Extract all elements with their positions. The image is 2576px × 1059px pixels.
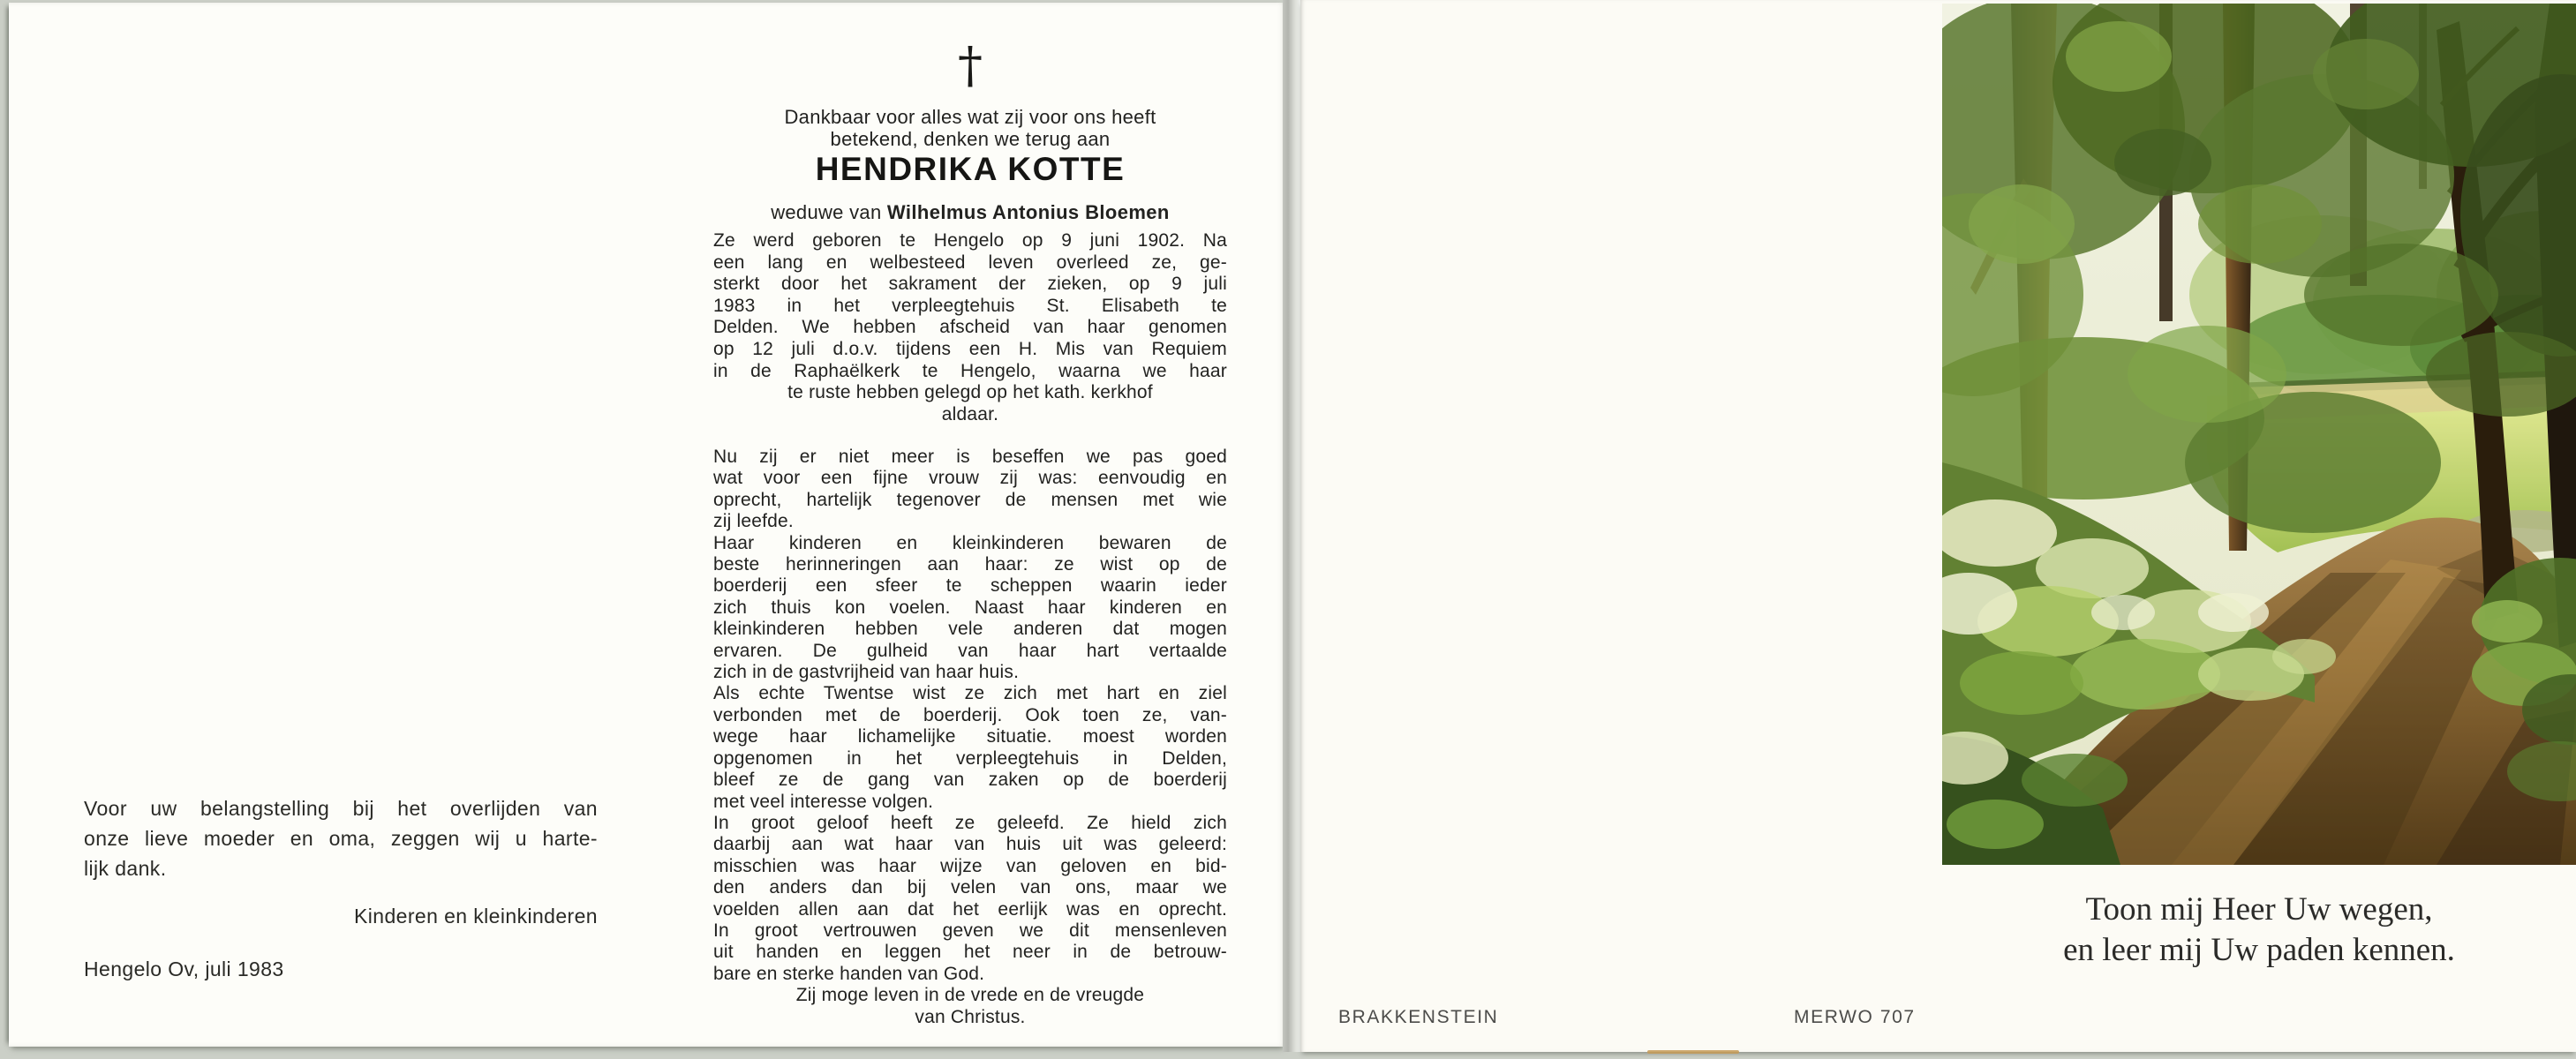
thanks-text	[84, 793, 598, 984]
signature-line: Kinderen en kleinkinderen	[354, 905, 598, 928]
widow-prefix: weduwe van	[771, 201, 887, 223]
deceased-name: HENDRIKA KOTTE	[815, 151, 1126, 187]
thanks-lines: Voor uw belangstelling bij het overlijden van onze lieve moeder en oma, zeggen wij u harte- lijk dank.	[84, 797, 598, 880]
biography-paragraph-1: Ze werd geboren te Hengelo op 9 juni 1902. Na een lang en welbesteed leven overleed ze, ge- sterkt door het sakrament der zieken, op 9 juli 1983 in het verpleegtehuis St. Elisabeth te Delden. We hebben afscheid van haar genomen op 12 juli d.o.v. tijdens een H. Mis van Requiem in de Raphaëlkerk te Hengelo, waarna we haar te ruste hebben gelegd op het kath. kerkhof aldaar.	[713, 230, 1227, 424]
forest-path-photo-svg	[1942, 4, 2576, 865]
card-series-mark: MERWO 707	[1794, 1007, 1916, 1027]
inside-right-page	[713, 3, 1227, 1047]
cover-quote-line-2: en leer mij Uw paden kennen.	[2063, 932, 2455, 968]
widow-line	[713, 201, 1227, 224]
intro-text: Dankbaar voor alles wat zij voor ons heeft betekend, denken we terug aan	[784, 106, 1156, 150]
cover-quote	[1942, 890, 2576, 971]
dagger-cross-icon: †	[958, 37, 983, 94]
scan-artifact	[1647, 1050, 1739, 1054]
photo-warm-tint-overlay	[1942, 4, 2576, 865]
dateline: Hengelo Ov, juli 1983	[84, 958, 284, 980]
printer-mark: BRAKKENSTEIN	[1338, 1007, 1499, 1027]
biography-paragraph-2: Nu zij er niet meer is beseffen we pas goed wat voor een fijne vrouw zij was: eenvoudig en oprecht, hartelijk tegenover de mensen met wie zij leefde. Haar kinderen en kleinkinderen bewaren de beste herinneringen aan haar: ze wist op de boerderij een sfeer te scheppen waarin ieder zich thuis kon voelen. Naast haar kinderen en kleinkinderen hebben vele anderen dat mogen ervaren. De gulheid van haar hart vertaalde zich in de gastvrijheid van haar huis. Als echte Twentse wist ze zich met hart en ziel verbonden met de boerderij. Ook toen ze, van- wege haar lichamelijke situatie. moest worden opgenomen in het verpleegtehuis in Delden, bleef ze de gang van zaken op de boerderij met veel interesse volgen. In groot geloof heeft ze geleefd. Ze hield zich daarbij aan wat haar van huis uit was geleerd: misschien was haar wijze van geloven en bid- den anders dan bij velen van ons, maar we voelden allen aan dat het eerlijk was en oprecht. In groot vertrouwen geven we dit mensenleven uit handen en leggen het neer in de betrouw- bare en sterke handen van God. Zij moge leven in de vrede en de vreugde van Christus.	[713, 447, 1227, 1027]
inside-spread-card	[9, 3, 1286, 1047]
husband-name: Wilhelmus Antonius Bloemen	[886, 201, 1170, 223]
card-edge-shadow	[1283, 0, 1300, 1052]
cover-quote-line-1: Toon mij Heer Uw wegen,	[2085, 891, 2433, 928]
forest-path-photo	[1942, 4, 2576, 865]
